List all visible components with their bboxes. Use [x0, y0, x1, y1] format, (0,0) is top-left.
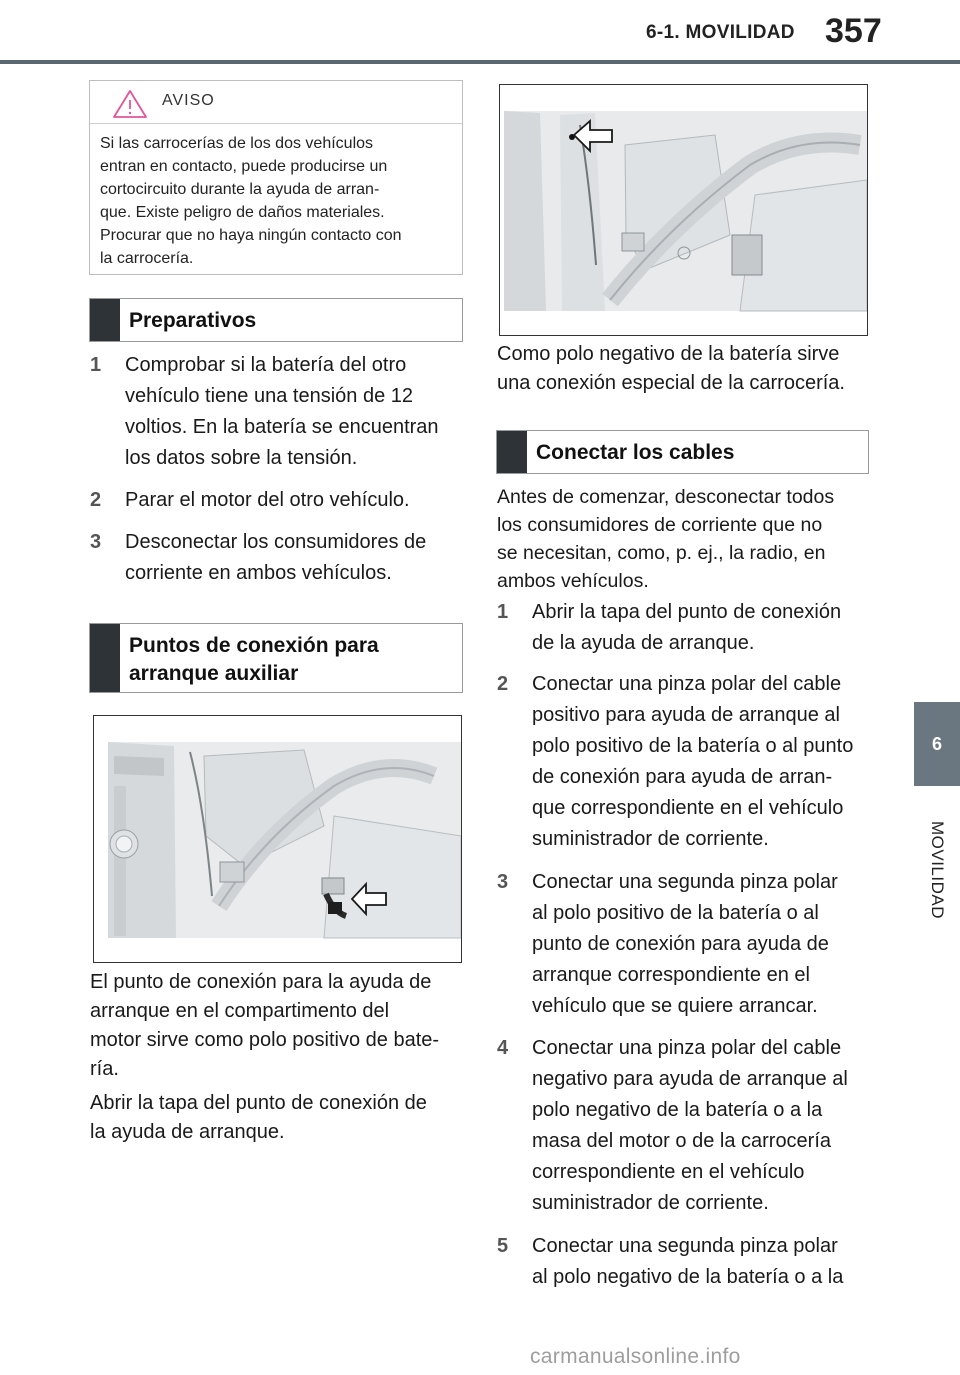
step-line: de conexión para ayuda de arran- — [532, 766, 833, 788]
para-line: los consumidores de corriente que no — [497, 514, 823, 536]
step-line: correspondiente en el vehículo — [532, 1161, 805, 1183]
notice-header — [90, 81, 462, 124]
step-line: polo positivo de la batería o al punto — [532, 735, 854, 757]
step-line: Conectar una segunda pinza polar — [532, 871, 838, 893]
step-text — [532, 669, 853, 855]
step-number: 5 — [497, 1235, 509, 1257]
step-line: Comprobar si la batería del otro — [125, 354, 407, 376]
chapter-tab: 6 — [914, 702, 960, 786]
para-line: se necesitan, como, p. ej., la radio, en — [497, 542, 826, 564]
section-bar — [90, 624, 120, 692]
notice-line: Si las carrocerías de los dos vehículos — [100, 135, 374, 152]
section-puntos-conexion — [89, 623, 463, 693]
section-preparativos — [89, 298, 463, 342]
para-line: Como polo negativo de la batería sirve — [497, 343, 840, 365]
notice-title: AVISO — [162, 92, 215, 109]
para-line: arranque en el compartimento del — [90, 1000, 390, 1022]
engine-bay-negative-image — [499, 84, 868, 336]
step-text — [532, 867, 838, 1022]
step-text — [532, 597, 841, 659]
header-rule — [0, 60, 960, 64]
step-line: Conectar una pinza polar del cable — [532, 673, 842, 695]
step-number: 1 — [497, 601, 509, 623]
para-line: ría. — [90, 1058, 119, 1080]
para-line: motor sirve como polo positivo de bate- — [90, 1029, 440, 1051]
step-line: polo negativo de la batería o a la — [532, 1099, 823, 1121]
section-bar — [90, 299, 120, 341]
step-line: voltios. En la batería se encuentran — [125, 416, 439, 438]
step-line: al polo positivo de la batería o al — [532, 902, 819, 924]
notice-line: Procurar que no haya ningún contacto con — [100, 227, 402, 244]
title-line: arranque auxiliar — [129, 662, 299, 685]
watermark: carmanualsonline.info — [530, 1345, 741, 1368]
open-cover-paragraph — [90, 1089, 470, 1147]
step-number: 4 — [497, 1037, 509, 1059]
para-line: la ayuda de arranque. — [90, 1121, 285, 1143]
warning-notice — [89, 80, 463, 275]
title-line: Puntos de conexión para — [129, 634, 379, 657]
negative-terminal-paragraph — [497, 340, 877, 398]
step-line: vehículo que se quiere arrancar. — [532, 995, 818, 1017]
step-line: que correspondiente en el vehículo — [532, 797, 844, 819]
step-text — [125, 485, 410, 516]
step-text — [125, 350, 439, 474]
notice-line: entran en contacto, puede producirse un — [100, 158, 388, 175]
notice-line: la carrocería. — [100, 250, 194, 267]
engine-bay-illustration — [94, 716, 461, 962]
section-conectar-cables — [496, 430, 869, 474]
chapter-label: MOVILIDAD — [928, 820, 947, 920]
step-line: al polo negativo de la batería o a la — [532, 1266, 844, 1288]
intro-paragraph — [497, 483, 877, 595]
notice-line: que. Existe peligro de daños materiales. — [100, 204, 385, 221]
step-number: 2 — [497, 673, 509, 695]
section-title — [129, 632, 379, 688]
section-header: 6-1. MOVILIDAD — [646, 22, 795, 43]
step-line: Conectar una segunda pinza polar — [532, 1235, 838, 1257]
step-number: 1 — [90, 354, 102, 376]
step-line: suministrador de corriente. — [532, 828, 769, 850]
step-line: suministrador de corriente. — [532, 1192, 769, 1214]
notice-body — [90, 124, 462, 270]
section-bar — [497, 431, 527, 473]
section-title: Conectar los cables — [536, 441, 735, 464]
step-line: arranque correspondiente en el — [532, 964, 810, 986]
step-number: 3 — [497, 871, 509, 893]
step-line: Conectar una pinza polar del cable — [532, 1037, 842, 1059]
step-line: Abrir la tapa del punto de conexión — [532, 601, 842, 623]
step-line: Desconectar los consumidores de — [125, 531, 427, 553]
para-line: El punto de conexión para la ayuda de — [90, 971, 432, 993]
page-number: 357 — [825, 12, 882, 50]
step-line: vehículo tiene una tensión de 12 — [125, 385, 413, 407]
engine-bay-illustration — [500, 85, 867, 335]
step-number: 3 — [90, 531, 102, 553]
step-text — [532, 1033, 848, 1219]
para-line: Antes de comenzar, desconectar todos — [497, 486, 835, 508]
step-line: punto de conexión para ayuda de — [532, 933, 829, 955]
step-line: corriente en ambos vehículos. — [125, 562, 392, 584]
para-line: Abrir la tapa del punto de conexión de — [90, 1092, 427, 1114]
step-text — [125, 527, 426, 589]
step-line: Parar el motor del otro vehículo. — [125, 489, 410, 511]
step-number: 2 — [90, 489, 102, 511]
step-line: de la ayuda de arranque. — [532, 632, 755, 654]
step-text — [532, 1231, 843, 1293]
step-line: positivo para ayuda de arranque al — [532, 704, 840, 726]
warning-triangle-icon — [112, 89, 148, 119]
engine-bay-positive-image — [93, 715, 462, 963]
positive-terminal-paragraph — [90, 968, 470, 1084]
step-line: masa del motor o de la carrocería — [532, 1130, 832, 1152]
step-line: negativo para ayuda de arranque al — [532, 1068, 848, 1090]
para-line: ambos vehículos. — [497, 570, 649, 592]
para-line: una conexión especial de la carrocería. — [497, 372, 845, 394]
section-title: Preparativos — [129, 309, 257, 332]
step-line: los datos sobre la tensión. — [125, 447, 358, 469]
notice-line: cortocircuito durante la ayuda de arran- — [100, 181, 380, 198]
